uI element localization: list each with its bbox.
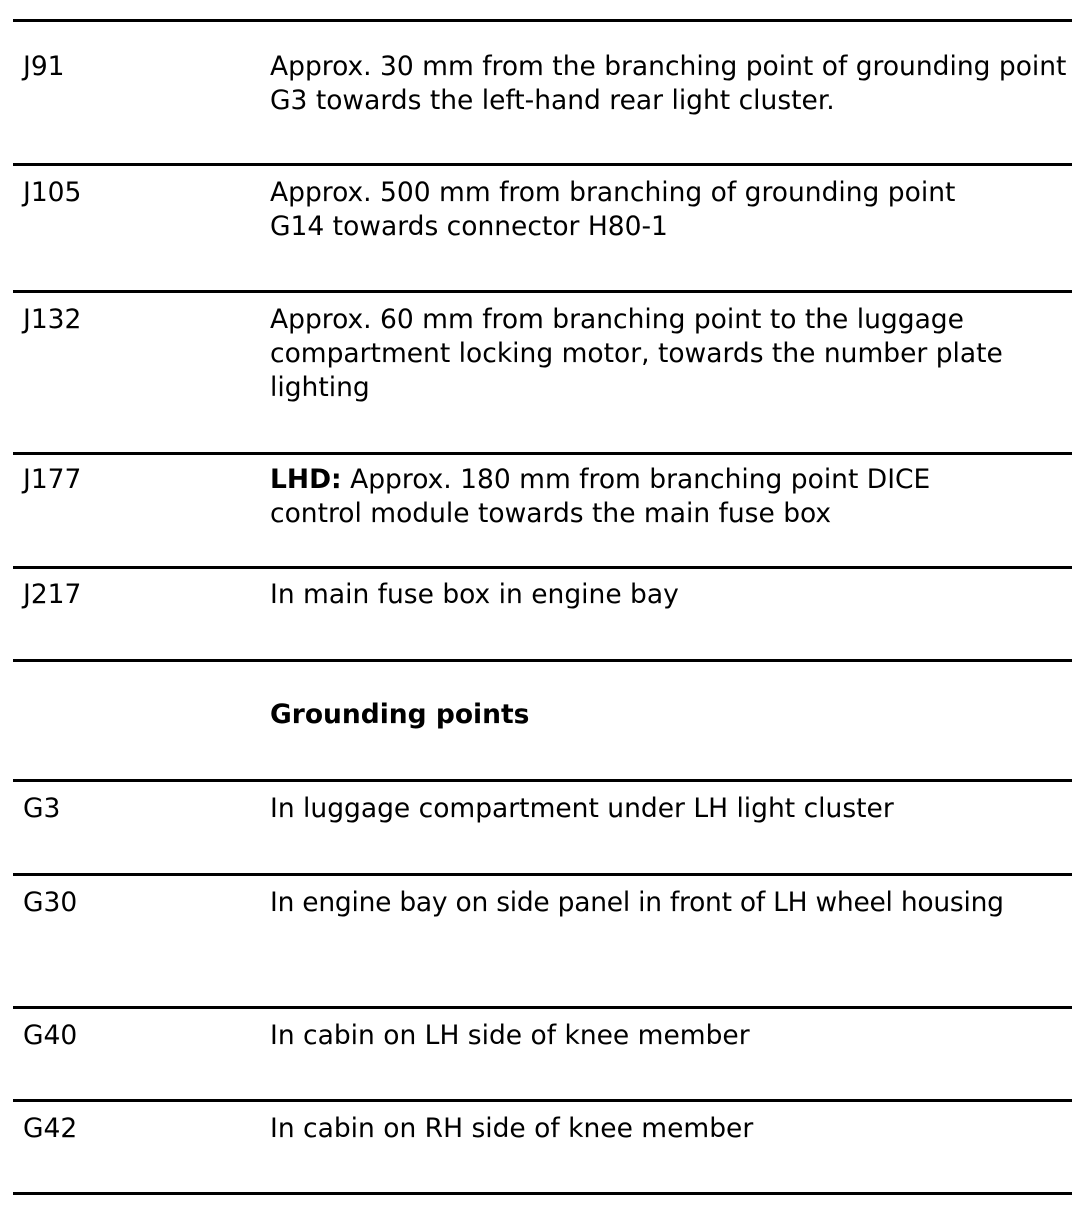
connector-location bbox=[270, 463, 990, 531]
connector-code: J91 bbox=[23, 51, 65, 82]
table-divider bbox=[13, 290, 1072, 293]
connector-code: J132 bbox=[23, 304, 82, 335]
table-divider bbox=[13, 19, 1072, 22]
connector-location bbox=[270, 50, 1082, 118]
connector-code: J105 bbox=[23, 177, 82, 208]
grounding-location: In engine bay on side panel in front of LH wheel housing bbox=[270, 887, 1004, 918]
grounding-code: G30 bbox=[23, 887, 78, 918]
location-text: Approx. 500 mm from branching of grounding point G14 towards connector H80-1 bbox=[270, 177, 956, 242]
connector-location bbox=[270, 303, 1082, 405]
table-divider bbox=[13, 1099, 1072, 1102]
table-divider bbox=[13, 779, 1072, 782]
table-divider bbox=[13, 163, 1072, 166]
grounding-code: G40 bbox=[23, 1020, 78, 1051]
table-divider bbox=[13, 1006, 1072, 1009]
section-heading: Grounding points bbox=[270, 699, 530, 730]
location-text: In main fuse box in engine bay bbox=[270, 579, 679, 610]
table-divider bbox=[13, 1192, 1072, 1195]
location-text: Approx. 30 mm from the branching point of grounding point G3 towards the left-hand rear light cluster. bbox=[270, 51, 1067, 116]
connector-location bbox=[270, 578, 1082, 612]
grounding-location: In luggage compartment under LH light cluster bbox=[270, 793, 894, 824]
location-text: Approx. 60 mm from branching point to the luggage compartment locking motor, towards the number plate lighting bbox=[270, 304, 1003, 403]
grounding-location: In cabin on RH side of knee member bbox=[270, 1113, 754, 1144]
connector-location bbox=[270, 176, 1010, 244]
grounding-code: G42 bbox=[23, 1113, 78, 1144]
table-divider bbox=[13, 873, 1072, 876]
grounding-location: In cabin on LH side of knee member bbox=[270, 1020, 750, 1051]
location-text: Approx. 180 mm from branching point DICE control module towards the main fuse box bbox=[270, 464, 931, 529]
connector-code: J217 bbox=[23, 579, 82, 610]
grounding-code: G3 bbox=[23, 793, 61, 824]
table-divider bbox=[13, 659, 1072, 662]
variant-label: LHD: bbox=[270, 464, 342, 495]
table-divider bbox=[13, 452, 1072, 455]
connector-code: J177 bbox=[23, 464, 82, 495]
table-divider bbox=[13, 566, 1072, 569]
